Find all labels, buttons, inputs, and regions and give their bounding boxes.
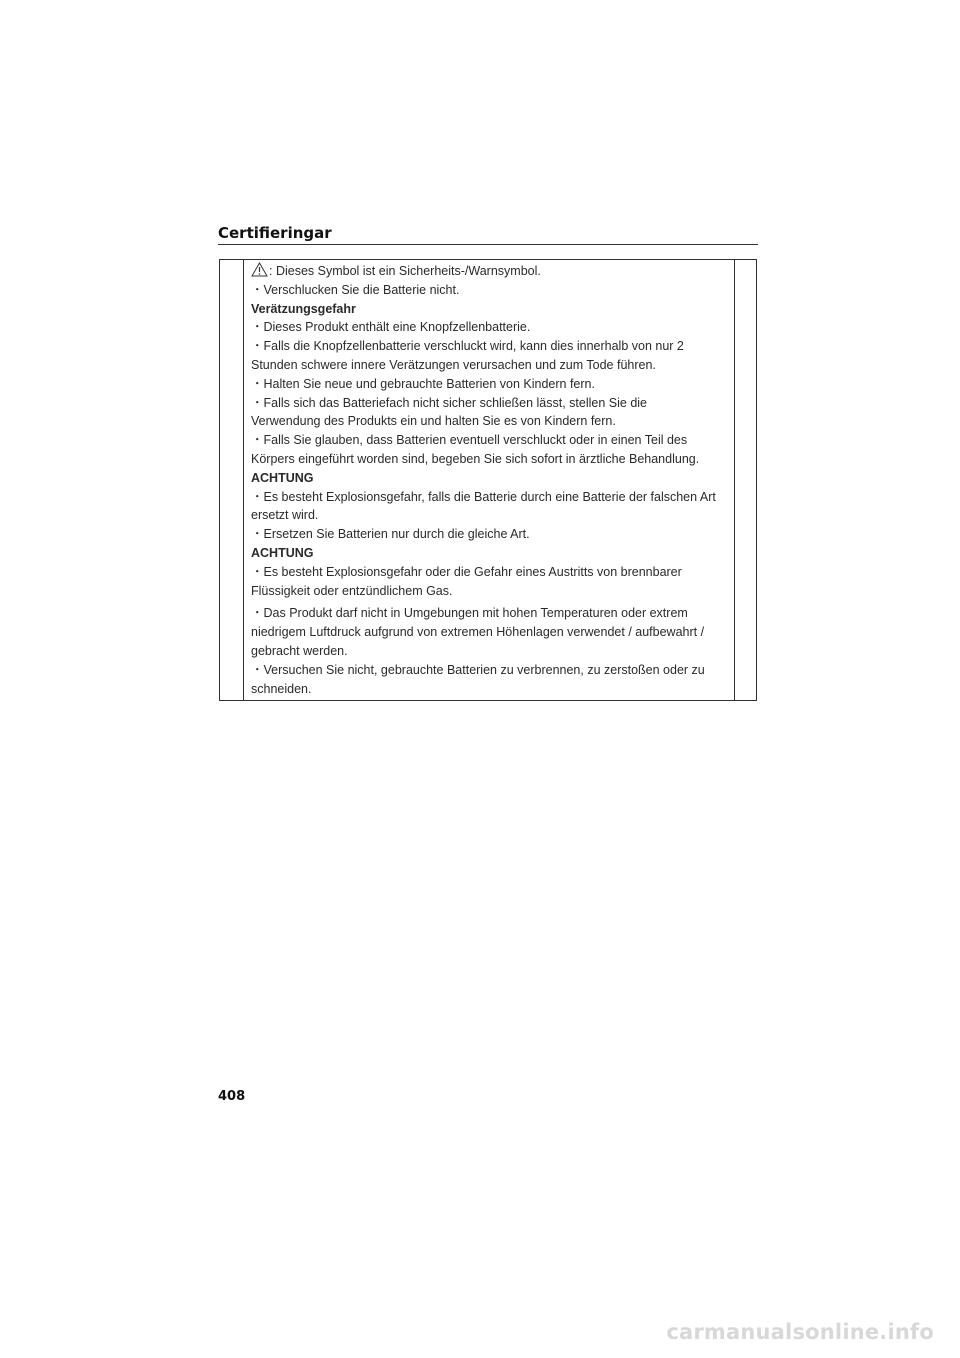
text-line: ・Falls die Knopfzellenbatterie verschluckt wird, kann dies innerhalb von nur 2: [251, 339, 684, 354]
text-line: Verwendung des Produkts ein und halten Sie es von Kindern fern.: [251, 414, 616, 429]
text-line: Stunden schwere innere Verätzungen verursachen und zum Tode führen.: [251, 357, 656, 372]
text-line: niedrigem Luftdruck aufgrund von extremen Höhenlagen verwendet / aufbewahrt /: [251, 625, 705, 640]
text-line: ・Das Produkt darf nicht in Umgebungen mit hohen Temperaturen oder extrem: [251, 606, 688, 621]
text-line: ・Versuchen Sie nicht, gebrauchte Batterien zu verbrennen, zu zerstoßen oder zu: [251, 662, 705, 677]
heading-caustic-hazard: Verätzungsgefahr: [251, 301, 356, 316]
text-line: ・Es besteht Explosionsgefahr oder die Gefahr eines Austritts von brennbarer: [251, 564, 682, 579]
warning-triangle-icon: [251, 262, 268, 277]
section-title: Certifieringar: [218, 224, 332, 242]
text-line: ・Dieses Produkt enthält eine Knopfzellenbatterie.: [251, 320, 531, 335]
title-divider: [218, 244, 758, 245]
text-line: ・Ersetzen Sie Batterien nur durch die gleiche Art.: [251, 527, 530, 542]
symbol-explanation-text: : Dieses Symbol ist ein Sicherheits-/Warnsymbol.: [269, 264, 541, 278]
watermark: carmanualsonline.info: [666, 1320, 934, 1344]
heading-caution: ACHTUNG: [251, 470, 314, 485]
heading-caution: ACHTUNG: [251, 545, 314, 560]
text-line: ・Es besteht Explosionsgefahr, falls die Batterie durch eine Batterie der falschen Art: [251, 489, 716, 504]
text-line: Körpers eingeführt worden sind, begeben Sie sich sofort in ärztliche Behandlung.: [251, 451, 700, 466]
text-line: ・Halten Sie neue und gebrauchte Batterien von Kindern fern.: [251, 376, 595, 391]
text-line: ersetzt wird.: [251, 508, 319, 523]
text-line: Flüssigkeit oder entzündlichem Gas.: [251, 583, 453, 598]
text-line: ・Falls Sie glauben, dass Batterien eventuell verschluckt oder in einen Teil des: [251, 433, 688, 448]
warning-box-content: [251, 262, 731, 698]
text-line: ・Falls sich das Batteriefach nicht sicher schließen lässt, stellen Sie die: [251, 395, 648, 410]
text-line: ・Verschlucken Sie die Batterie nicht.: [251, 282, 460, 297]
page-number: 408: [218, 1089, 246, 1104]
text-line: gebracht werden.: [251, 643, 348, 658]
symbol-explanation-line: [251, 262, 731, 281]
text-line: schneiden.: [251, 681, 312, 696]
